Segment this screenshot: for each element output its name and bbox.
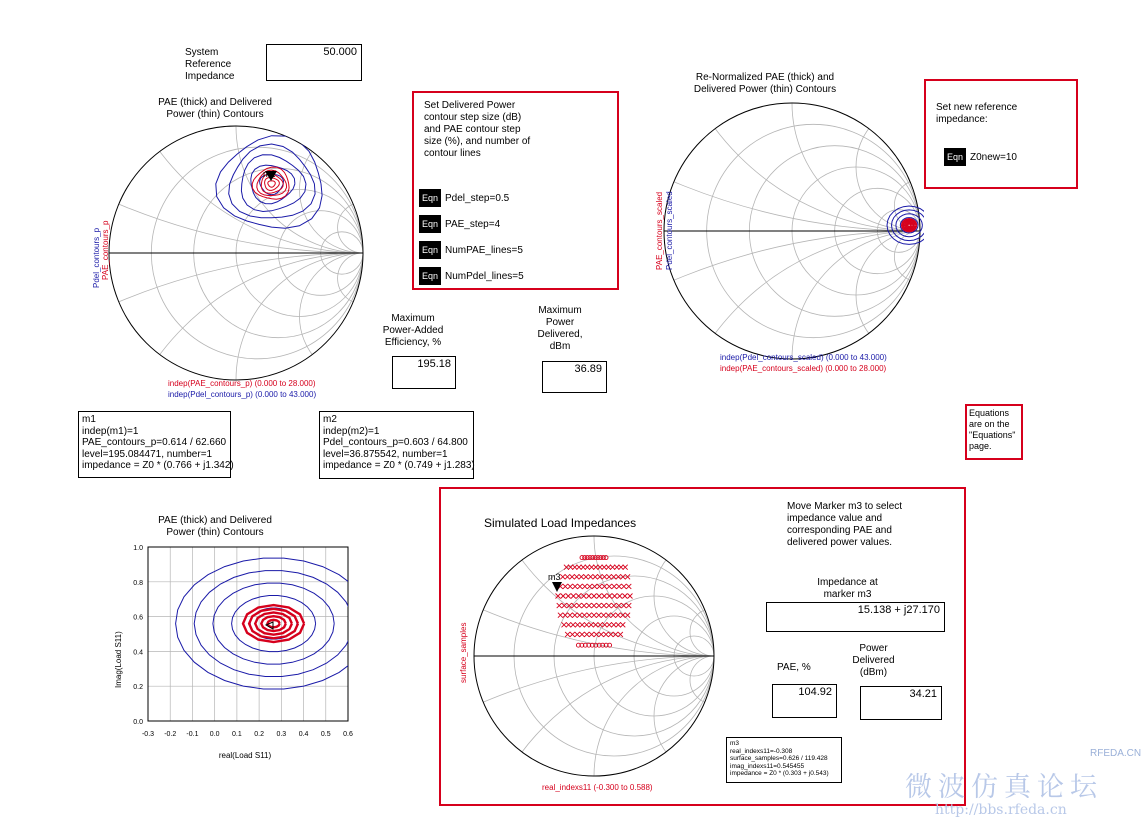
sample-point: [612, 584, 617, 589]
marker-m3-readout: m3 real_indexs11=-0.308 surface_samples=0.626 / 119.428 imag_indexs11=0.545455 impedance = Z0 * (0.303 + j0.543): [726, 737, 842, 783]
sample-point: [568, 613, 573, 618]
sample-point: [623, 565, 628, 570]
eqn-pae-step[interactable]: Eqn PAE_step=4: [419, 215, 524, 233]
sample-point: [568, 584, 573, 589]
sample-point: [574, 574, 579, 579]
rect-pae-contour: [243, 605, 304, 642]
marker-m2-readout: m2 indep(m2)=1 Pdel_contours_p=0.603 / 64.800 level=36.875542, number=1 impedance = Z0 * (0.749 + j1.283): [319, 411, 474, 479]
eqn-num-pdel-lines[interactable]: Eqn NumPdel_lines=5: [419, 267, 524, 285]
sample-point: [625, 613, 630, 618]
sample-point: [602, 594, 607, 599]
sample-point: [606, 565, 611, 570]
sample-point: [611, 622, 616, 627]
sample-point: [584, 632, 589, 637]
sample-point: [597, 594, 602, 599]
rect-ytick-label: 0.2: [133, 684, 143, 692]
rect-xtick-label: -0.3: [141, 731, 155, 738]
sample-point: [582, 613, 587, 618]
smith1-reactance-arc: [105, 125, 367, 253]
sys-ref-value[interactable]: 50.000: [266, 44, 362, 81]
sample-point: [571, 594, 576, 599]
sample-point: [565, 574, 570, 579]
sample-point: [586, 594, 591, 599]
rect-pdel-contour: [194, 571, 353, 677]
sample-point: [587, 613, 592, 618]
imp-value[interactable]: 15.138 + j27.170: [766, 602, 945, 632]
sample-point: [616, 613, 621, 618]
sample-point: [593, 565, 598, 570]
sample-point: [602, 574, 607, 579]
sample-point: [597, 584, 602, 589]
sample-point: [588, 574, 593, 579]
sample-point: [566, 594, 571, 599]
sample-point: [571, 622, 576, 627]
sample-point: [562, 622, 567, 627]
sample-point: [618, 632, 623, 637]
marker-m1-label: m1: [263, 169, 276, 179]
eqn-tag-icon: Eqn: [419, 241, 441, 259]
sample-point: [580, 632, 585, 637]
sample-point: [573, 584, 578, 589]
pae-label: PAE, %: [777, 662, 811, 673]
sample-point: [606, 603, 611, 608]
sim-instructions: Move Marker m3 to select impedance value and corresponding PAE and delivered power values.: [787, 501, 903, 548]
smith1-title: PAE (thick) and Delivered Power (thin) Contours: [158, 97, 272, 120]
sample-point: [593, 622, 598, 627]
rect-ytick-label: 1.0: [133, 545, 143, 552]
rect-ylabel: Imag(Load S11): [114, 631, 123, 688]
sample-point: [577, 613, 582, 618]
sample-point: [563, 584, 568, 589]
eqn-num-pae-lines[interactable]: Eqn NumPAE_lines=5: [419, 241, 524, 259]
sample-point: [566, 622, 571, 627]
sample-point: [589, 632, 594, 637]
max-pdel-label: Maximum Power Delivered, dBm: [537, 305, 583, 352]
sample-point: [561, 594, 566, 599]
sample-point: [626, 603, 631, 608]
rect-ytick-label: 0.4: [133, 649, 143, 657]
pae-contour: [265, 178, 280, 191]
smith2-reactance-arc: [664, 231, 924, 363]
sample-point: [612, 594, 617, 599]
sample-point: [598, 622, 603, 627]
sample-point: [565, 632, 570, 637]
sim-reactance-arc: [472, 534, 716, 656]
new-ref-panel: [924, 79, 1078, 189]
sample-point: [563, 613, 568, 618]
sim-reactance-arc: [472, 656, 716, 778]
sample-point: [626, 584, 631, 589]
sample-point: [589, 622, 594, 627]
smith1-ylabel-blue: Pdel_contours_p: [92, 227, 101, 288]
smith1-xlabel-blue: indep(Pdel_contours_p) (0.000 to 43.000): [168, 390, 317, 399]
sample-point: [607, 574, 612, 579]
sim-title: Simulated Load Impedances: [484, 516, 637, 530]
sample-point: [619, 565, 624, 570]
marker-m1-readout: m1 indep(m1)=1 PAE_contours_p=0.614 / 62.660 level=195.084471, number=1 impedance = Z0 * (0.766 + j1.342): [78, 411, 231, 478]
sample-point: [577, 584, 582, 589]
smith-chart-sim[interactable]: [472, 534, 716, 778]
sample-point: [611, 603, 616, 608]
watermark-chinese: 微波仿真论坛: [905, 772, 1103, 803]
sample-point: [617, 594, 622, 599]
sample-point: [592, 594, 597, 599]
rect-xtick-label: 0.3: [276, 731, 287, 738]
rect-xtick-label: 0.4: [298, 731, 309, 738]
rect-ytick-label: 0.0: [133, 719, 143, 726]
rect-pae-contour: [261, 616, 286, 631]
sample-point: [602, 565, 607, 570]
smith2-reactance-arc: [792, 99, 924, 231]
sample-point: [592, 584, 597, 589]
rect-xtick-label: -0.1: [186, 731, 199, 738]
rect-xtick-label: 0.6: [343, 731, 353, 738]
marker-m3-label: m3: [548, 572, 561, 582]
sample-point: [575, 632, 580, 637]
sample-point: [628, 594, 633, 599]
rect-plot[interactable]: [110, 538, 360, 768]
eqn-pdel-step[interactable]: Eqn Pdel_step=0.5: [419, 189, 524, 207]
sample-point: [604, 632, 609, 637]
smith2-title: Re-Normalized PAE (thick) and Delivered Power (thin) Contours: [693, 72, 837, 95]
sample-point: [601, 603, 606, 608]
sys-ref-label: System Reference Impedance: [185, 47, 235, 82]
smith2-xlabel-red: indep(PAE_contours_scaled) (0.000 to 28.000): [720, 364, 887, 373]
sample-point: [558, 613, 563, 618]
sim-ylabel: surface_samples: [459, 622, 468, 683]
rect-xlabel: real(Load S11): [218, 751, 272, 760]
smith-chart-2[interactable]: [660, 99, 924, 363]
smith2-reactance-arc: [660, 99, 924, 231]
smith2-reactance-arc: [660, 231, 924, 363]
sample-point: [572, 613, 577, 618]
sample-point: [622, 594, 627, 599]
rect-ytick-label: 0.6: [133, 614, 143, 622]
sample-point: [587, 603, 592, 608]
sample-point: [621, 584, 626, 589]
eqn-tag-icon: Eqn: [419, 215, 441, 233]
pae-contour: [268, 181, 276, 187]
smith1-reactance-arc: [105, 253, 367, 387]
pae-value[interactable]: 104.92: [772, 684, 837, 718]
sample-point: [607, 622, 612, 627]
set-step-eqns: [419, 189, 524, 293]
equations-note-text: Equations are on the "Equations" page.: [969, 408, 1016, 451]
rect-ytick-label: 0.8: [133, 579, 143, 587]
smith2-ylabel-red: PAE_contours_scaled: [655, 191, 664, 270]
sample-point: [592, 613, 597, 618]
sample-point: [607, 584, 612, 589]
sample-point: [577, 565, 582, 570]
rect-xtick-label: 0.5: [320, 731, 331, 738]
sample-point: [597, 574, 602, 579]
eqn-tag-icon: Eqn: [944, 148, 966, 166]
eqn-z0new[interactable]: Eqn Z0new=10: [944, 148, 1017, 166]
sample-point: [585, 565, 590, 570]
sample-point: [581, 565, 586, 570]
watermark-url: http://bbs.rfeda.cn: [935, 802, 1067, 818]
sample-point: [584, 622, 589, 627]
rect-xtick-label: 0.1: [232, 731, 242, 738]
sample-point: [611, 613, 616, 618]
smith2-reactance-arc: [792, 231, 924, 363]
sample-point: [596, 613, 601, 618]
sample-point: [570, 632, 575, 637]
smith1-xlabel-red: indep(PAE_contours_p) (0.000 to 28.000): [168, 379, 316, 388]
sample-point: [587, 584, 592, 589]
set-step-description: Set Delivered Power contour step size (dB) and PAE contour step size (%), and number of contour lines: [424, 100, 531, 159]
sample-point: [572, 565, 577, 570]
rect-xtick-label: -0.2: [164, 731, 177, 738]
sample-point: [610, 565, 615, 570]
sample-point: [599, 632, 604, 637]
sample-point: [601, 613, 606, 618]
sample-point: [593, 574, 598, 579]
sample-point: [557, 603, 562, 608]
rect-xtick-label: 0.0: [209, 731, 220, 738]
sample-point: [560, 574, 565, 579]
sim-xlabel: real_indexs11 (-0.300 to 0.588): [542, 783, 653, 792]
eqn-tag-icon: Eqn: [419, 267, 441, 285]
rect-plot-title: PAE (thick) and Delivered Power (thin) Contours: [158, 515, 272, 538]
watermark-brand: RFEDA.CN: [1090, 748, 1142, 759]
marker-m3[interactable]: [548, 572, 562, 592]
eqn-tag-icon: Eqn: [419, 189, 441, 207]
smith2-xlabel-blue: indep(Pdel_contours_scaled) (0.000 to 43.000): [720, 353, 887, 362]
pdel-value[interactable]: 34.21: [860, 686, 942, 720]
smith1-ylabel-red: PAE_contours_p: [101, 220, 110, 280]
sample-point: [592, 603, 597, 608]
sample-point: [589, 565, 594, 570]
sample-point: [576, 594, 581, 599]
sample-point: [579, 574, 584, 579]
sample-point: [570, 574, 575, 579]
rect-xtick-label: 0.2: [254, 731, 264, 738]
max-pae-value[interactable]: 195.18: [392, 356, 456, 389]
sample-point: [596, 603, 601, 608]
max-pdel-value[interactable]: 36.89: [542, 361, 607, 393]
pae-contour-scaled: [908, 224, 911, 227]
sample-point: [620, 622, 625, 627]
smith-chart-1[interactable]: [105, 125, 367, 387]
imp-label: Impedance at marker m3: [817, 577, 878, 600]
sample-point: [575, 622, 580, 627]
smith2-ylabel-blue: Pdel_contours_scaled: [665, 191, 674, 270]
sample-point: [577, 603, 582, 608]
sample-point: [582, 584, 587, 589]
sample-point: [617, 584, 622, 589]
sample-point: [616, 622, 621, 627]
sample-point: [580, 622, 585, 627]
max-pae-label: Maximum Power-Added Efficiency, %: [382, 313, 444, 348]
sample-point: [556, 594, 561, 599]
sample-point: [614, 565, 619, 570]
sample-point: [582, 603, 587, 608]
new-ref-label: Set new reference impedance:: [936, 102, 1018, 125]
pdel-label: Power Delivered (dBm): [852, 643, 895, 678]
smith1-reactance-arc: [109, 253, 367, 387]
sample-point: [616, 574, 621, 579]
sample-point: [583, 574, 588, 579]
smith2-reactance-arc: [664, 99, 924, 231]
smith1-reactance-arc: [109, 125, 367, 253]
